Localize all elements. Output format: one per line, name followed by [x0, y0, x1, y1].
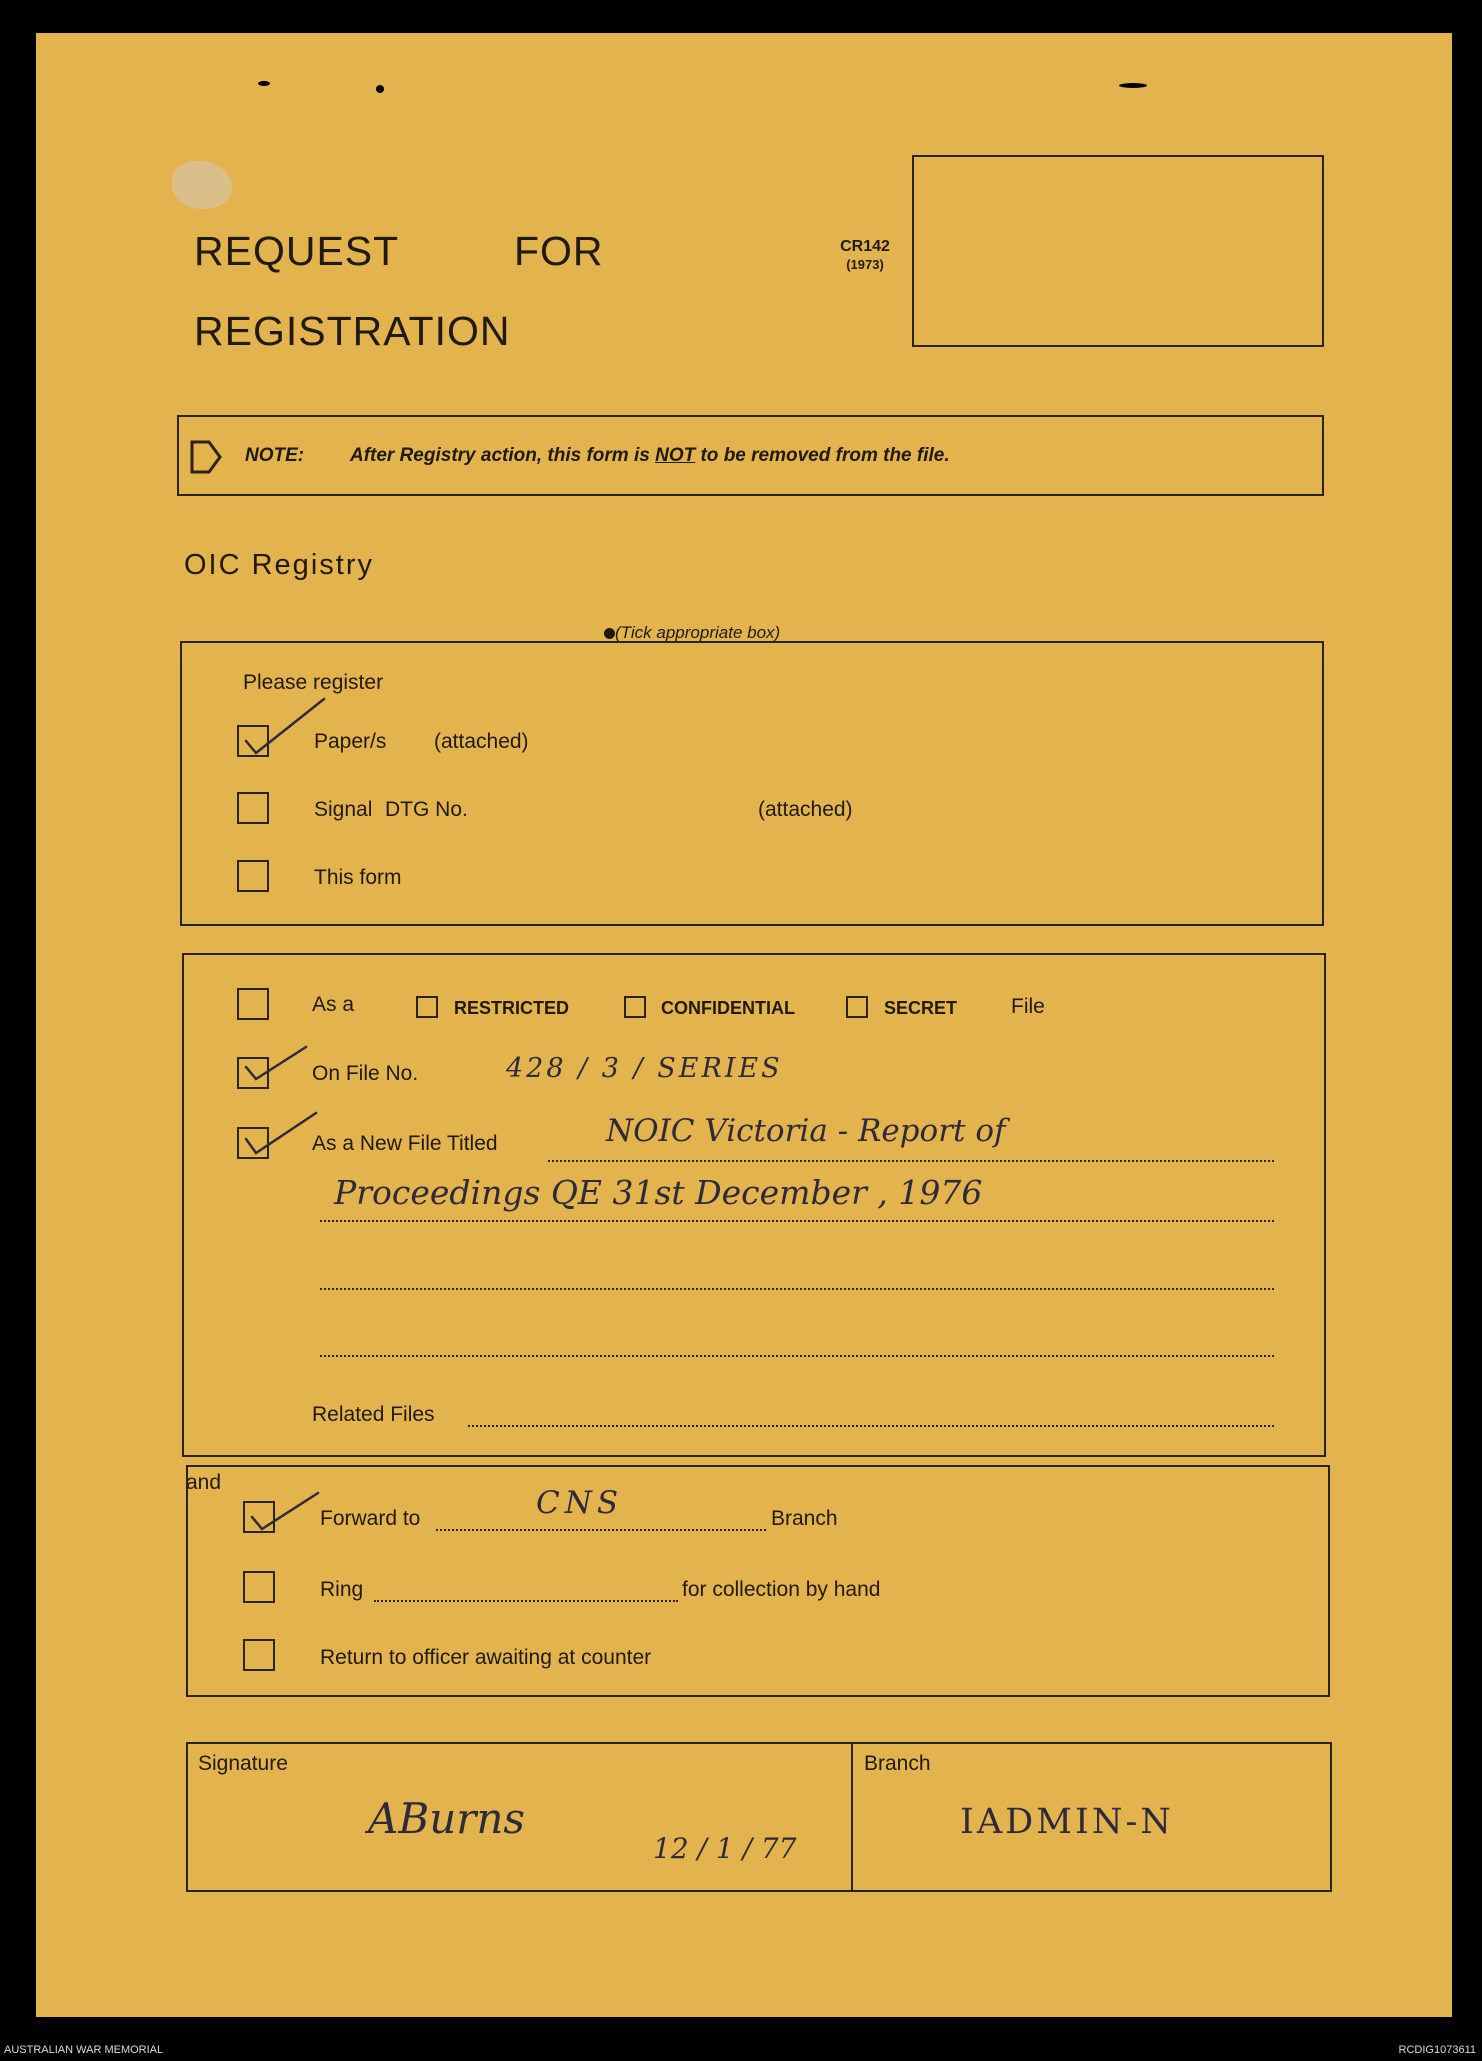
papers-attached: (attached) [434, 730, 529, 753]
tick-hint: (Tick appropriate box) [604, 623, 780, 643]
form-year: (1973) [846, 257, 884, 272]
note-emphasis: NOT [655, 445, 696, 466]
register-section [180, 641, 1324, 926]
new-file-title-2[interactable]: Proceedings QE 31st December , 1976 [334, 1173, 983, 1212]
title-request: REQUEST [194, 228, 400, 274]
confidential-label: CONFIDENTIAL [661, 998, 795, 1018]
title-for: FOR [514, 228, 604, 274]
ring-line [374, 1600, 678, 1602]
addressee: OIC Registry [184, 549, 374, 581]
form-code: CR142 [840, 238, 890, 255]
forward-section [186, 1465, 1330, 1697]
registry-stamp-box [912, 155, 1324, 347]
new-file-label: As a New File Titled [312, 1132, 498, 1155]
title-registration: REGISTRATION [194, 308, 511, 354]
check-mark-icon [242, 1105, 322, 1163]
staple-hole [1119, 83, 1147, 88]
signal-checkbox[interactable] [237, 792, 269, 824]
branch-value: IADMIN-N [960, 1802, 1174, 1842]
bullet-icon [604, 628, 615, 639]
register-heading: Please register [243, 671, 384, 694]
on-file-number[interactable]: 428 / 3 / SERIES [506, 1053, 783, 1084]
related-files-label: Related Files [312, 1403, 435, 1426]
return-checkbox[interactable] [243, 1639, 275, 1671]
secret-label: SECRET [884, 998, 958, 1018]
staple-hole [258, 81, 270, 86]
new-file-line-3 [320, 1288, 1274, 1290]
note-line [245, 445, 950, 467]
this-form-label: This form [314, 866, 402, 889]
forward-line [436, 1529, 766, 1531]
restricted-label: RESTRICTED [454, 998, 570, 1018]
ring-suffix: for collection by hand [682, 1578, 881, 1601]
signature-section [186, 1742, 1332, 1892]
note-text-pre: After Registry action, this form is [349, 445, 650, 466]
and-label: and [186, 1471, 222, 1494]
on-file-label: On File No. [312, 1062, 419, 1085]
related-files-line [468, 1425, 1274, 1427]
forward-branch-value[interactable]: CNS [536, 1485, 624, 1521]
signature-date: 12 / 1 / 77 [653, 1832, 797, 1865]
signal-label: Signal [314, 798, 373, 821]
form-sheet [36, 33, 1452, 2017]
new-file-line-4 [320, 1355, 1274, 1357]
as-a-file-checkbox[interactable] [237, 988, 269, 1020]
note-label: NOTE: [245, 445, 305, 466]
staple-hole [376, 85, 384, 93]
file-label: File [1011, 995, 1045, 1018]
forward-branch-suffix: Branch [771, 1507, 838, 1530]
as-a-label: As a [312, 993, 355, 1016]
secret-checkbox[interactable] [846, 996, 868, 1018]
branch-label: Branch [864, 1752, 931, 1775]
this-form-checkbox[interactable] [237, 860, 269, 892]
arrow-pointer-icon [189, 439, 223, 475]
new-file-title-1[interactable]: NOIC Victoria - Report of [606, 1113, 1006, 1149]
confidential-checkbox[interactable] [624, 996, 646, 1018]
signature-divider [851, 1744, 853, 1890]
signal-attached: (attached) [758, 798, 853, 821]
signature-value: ABurns [368, 1794, 525, 1843]
new-file-line-1 [548, 1160, 1274, 1162]
file-section [182, 953, 1326, 1457]
check-mark-icon [242, 1039, 312, 1089]
return-label: Return to officer awaiting at counter [320, 1646, 652, 1669]
signal-dtg-label: DTG No. [385, 798, 468, 821]
check-mark-icon [248, 1485, 323, 1537]
torn-patch [172, 161, 232, 209]
note-box [177, 415, 1324, 496]
forward-label: Forward to [320, 1507, 421, 1530]
new-file-line-2 [320, 1220, 1274, 1222]
signature-label: Signature [198, 1752, 288, 1775]
restricted-checkbox[interactable] [416, 996, 438, 1018]
ring-checkbox[interactable] [243, 1571, 275, 1603]
footer-right: RCDIG1073611 [1398, 2044, 1476, 2056]
footer-left: AUSTRALIAN WAR MEMORIAL [4, 2044, 164, 2056]
ring-label: Ring [320, 1578, 364, 1601]
note-text-post: to be removed from the file. [700, 445, 950, 466]
papers-label: Paper/s [314, 730, 387, 753]
